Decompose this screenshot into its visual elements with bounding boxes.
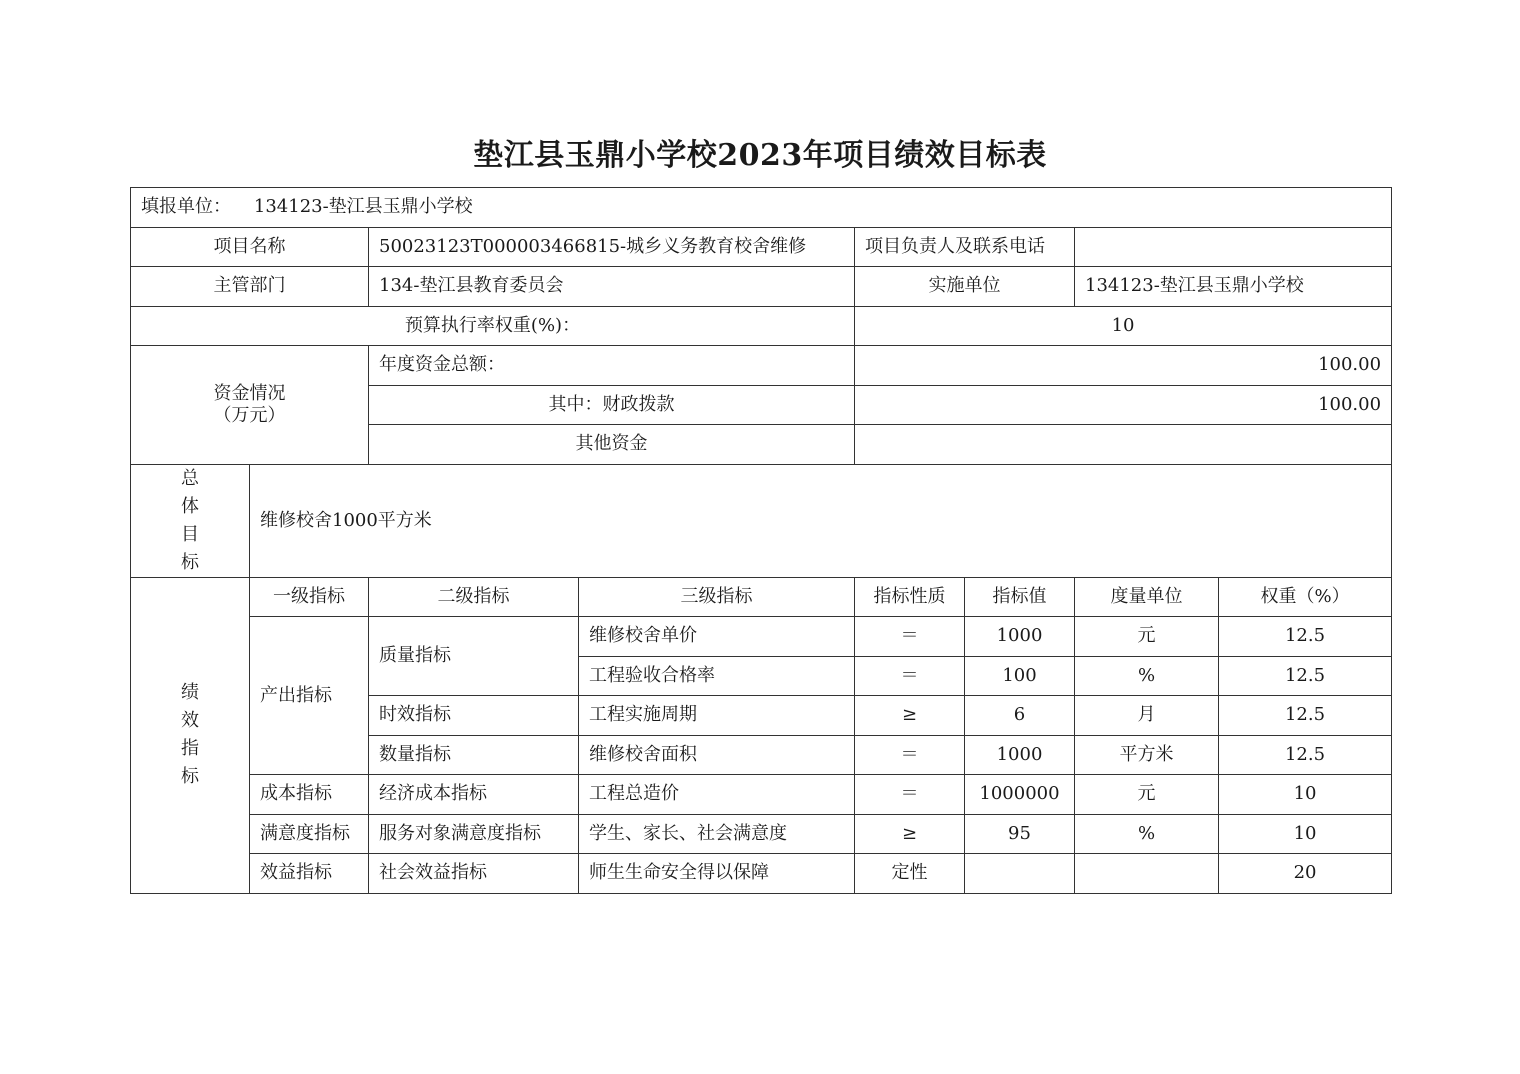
header-value: 指标值 — [965, 577, 1075, 617]
l3-cell: 工程实施周期 — [579, 696, 855, 736]
l1-benefit: 效益指标 — [250, 854, 369, 894]
performance-table — [130, 187, 1392, 894]
nature-cell: 定性 — [855, 854, 965, 894]
fill-unit-cell — [131, 188, 1392, 228]
value-cell: 1000000 — [965, 775, 1075, 815]
l2-quality: 质量指标 — [369, 617, 579, 696]
fill-unit-row — [131, 188, 1392, 228]
value-cell: 100 — [965, 656, 1075, 696]
l2-timeliness: 时效指标 — [369, 696, 579, 736]
fill-unit-label: 填报单位： — [141, 196, 231, 218]
project-name-label: 项目名称 — [131, 227, 369, 267]
perf-label-char: 标 — [181, 766, 199, 787]
goal-row — [131, 464, 1392, 577]
l1-satisfaction: 满意度指标 — [250, 814, 369, 854]
header-l1: 一级指标 — [250, 577, 369, 617]
nature-cell: ＝ — [855, 617, 965, 657]
unit-cell: 元 — [1075, 775, 1219, 815]
header-l2: 二级指标 — [369, 577, 579, 617]
nature-cell: ＝ — [855, 775, 965, 815]
l2-service-satisfaction: 服务对象满意度指标 — [369, 814, 579, 854]
funds-other-label: 其他资金 — [369, 425, 855, 465]
weight-cell: 12.5 — [1219, 656, 1392, 696]
perf-label-char: 绩 — [181, 682, 199, 703]
unit-cell — [1075, 854, 1219, 894]
funds-other-value — [855, 425, 1392, 465]
l3-cell: 维修校舍单价 — [579, 617, 855, 657]
value-cell: 6 — [965, 696, 1075, 736]
funds-fiscal-value: 100.00 — [855, 385, 1392, 425]
unit-cell: % — [1075, 814, 1219, 854]
header-unit: 度量单位 — [1075, 577, 1219, 617]
dept-label: 主管部门 — [131, 267, 369, 307]
l2-economic-cost: 经济成本指标 — [369, 775, 579, 815]
value-cell: 1000 — [965, 617, 1075, 657]
value-cell: 95 — [965, 814, 1075, 854]
header-nature: 指标性质 — [855, 577, 965, 617]
header-weight: 权重（%） — [1219, 577, 1392, 617]
l3-cell: 工程总造价 — [579, 775, 855, 815]
project-leader-label: 项目负责人及联系电话 — [855, 227, 1075, 267]
table-row — [131, 854, 1392, 894]
goal-text: 维修校舍1000平方米 — [250, 464, 1392, 577]
dept-row — [131, 267, 1392, 307]
weight-cell: 20 — [1219, 854, 1392, 894]
l3-cell: 工程验收合格率 — [579, 656, 855, 696]
budget-weight-value: 10 — [855, 306, 1392, 346]
unit-cell: 月 — [1075, 696, 1219, 736]
project-name-row — [131, 227, 1392, 267]
project-name-value: 50023123T000003466815-城乡义务教育校舍维修 — [369, 227, 855, 267]
goal-label-char: 体 — [181, 495, 199, 517]
fill-unit-value: 134123-垫江县玉鼎小学校 — [253, 196, 473, 218]
funds-fiscal-label: 其中：财政拨款 — [369, 385, 855, 425]
funds-total-value: 100.00 — [855, 346, 1392, 386]
project-leader-value — [1075, 227, 1392, 267]
weight-cell: 10 — [1219, 775, 1392, 815]
funds-total-label: 年度资金总额： — [369, 346, 855, 386]
value-cell — [965, 854, 1075, 894]
unit-cell: % — [1075, 656, 1219, 696]
weight-cell: 12.5 — [1219, 735, 1392, 775]
table-row — [131, 814, 1392, 854]
funds-label-line2: （万元） — [213, 404, 286, 426]
nature-cell: ≥ — [855, 696, 965, 736]
perf-label-char: 效 — [181, 710, 199, 731]
l3-cell: 学生、家长、社会满意度 — [579, 814, 855, 854]
weight-cell: 12.5 — [1219, 617, 1392, 657]
goal-label-char: 目 — [181, 523, 199, 545]
l3-cell: 师生生命安全得以保障 — [579, 854, 855, 894]
l1-cost: 成本指标 — [250, 775, 369, 815]
unit-cell: 元 — [1075, 617, 1219, 657]
page-title: 垫江县玉鼎小学校2023年项目绩效目标表 — [473, 138, 1047, 173]
dept-value: 134-垫江县教育委员会 — [369, 267, 855, 307]
funds-total-row — [131, 346, 1392, 386]
perf-label-char: 指 — [181, 738, 199, 759]
header-l3: 三级指标 — [579, 577, 855, 617]
l3-cell: 维修校舍面积 — [579, 735, 855, 775]
weight-cell: 10 — [1219, 814, 1392, 854]
goal-label-char: 标 — [181, 551, 199, 573]
weight-cell: 12.5 — [1219, 696, 1392, 736]
goal-label — [131, 464, 250, 577]
unit-cell: 平方米 — [1075, 735, 1219, 775]
budget-weight-row — [131, 306, 1392, 346]
value-cell: 1000 — [965, 735, 1075, 775]
l1-output: 产出指标 — [250, 617, 369, 775]
perf-header-row — [131, 577, 1392, 617]
impl-unit-value: 134123-垫江县玉鼎小学校 — [1075, 267, 1392, 307]
funds-label — [131, 346, 369, 465]
goal-label-char: 总 — [181, 467, 199, 489]
budget-weight-label: 预算执行率权重(%)： — [131, 306, 855, 346]
funds-label-line1: 资金情况 — [213, 382, 286, 404]
nature-cell: ≥ — [855, 814, 965, 854]
table-row — [131, 775, 1392, 815]
perf-label — [131, 577, 250, 893]
l2-social-benefit: 社会效益指标 — [369, 854, 579, 894]
table-row — [131, 617, 1392, 657]
nature-cell: ＝ — [855, 735, 965, 775]
l2-quantity: 数量指标 — [369, 735, 579, 775]
impl-unit-label: 实施单位 — [855, 267, 1075, 307]
nature-cell: ＝ — [855, 656, 965, 696]
